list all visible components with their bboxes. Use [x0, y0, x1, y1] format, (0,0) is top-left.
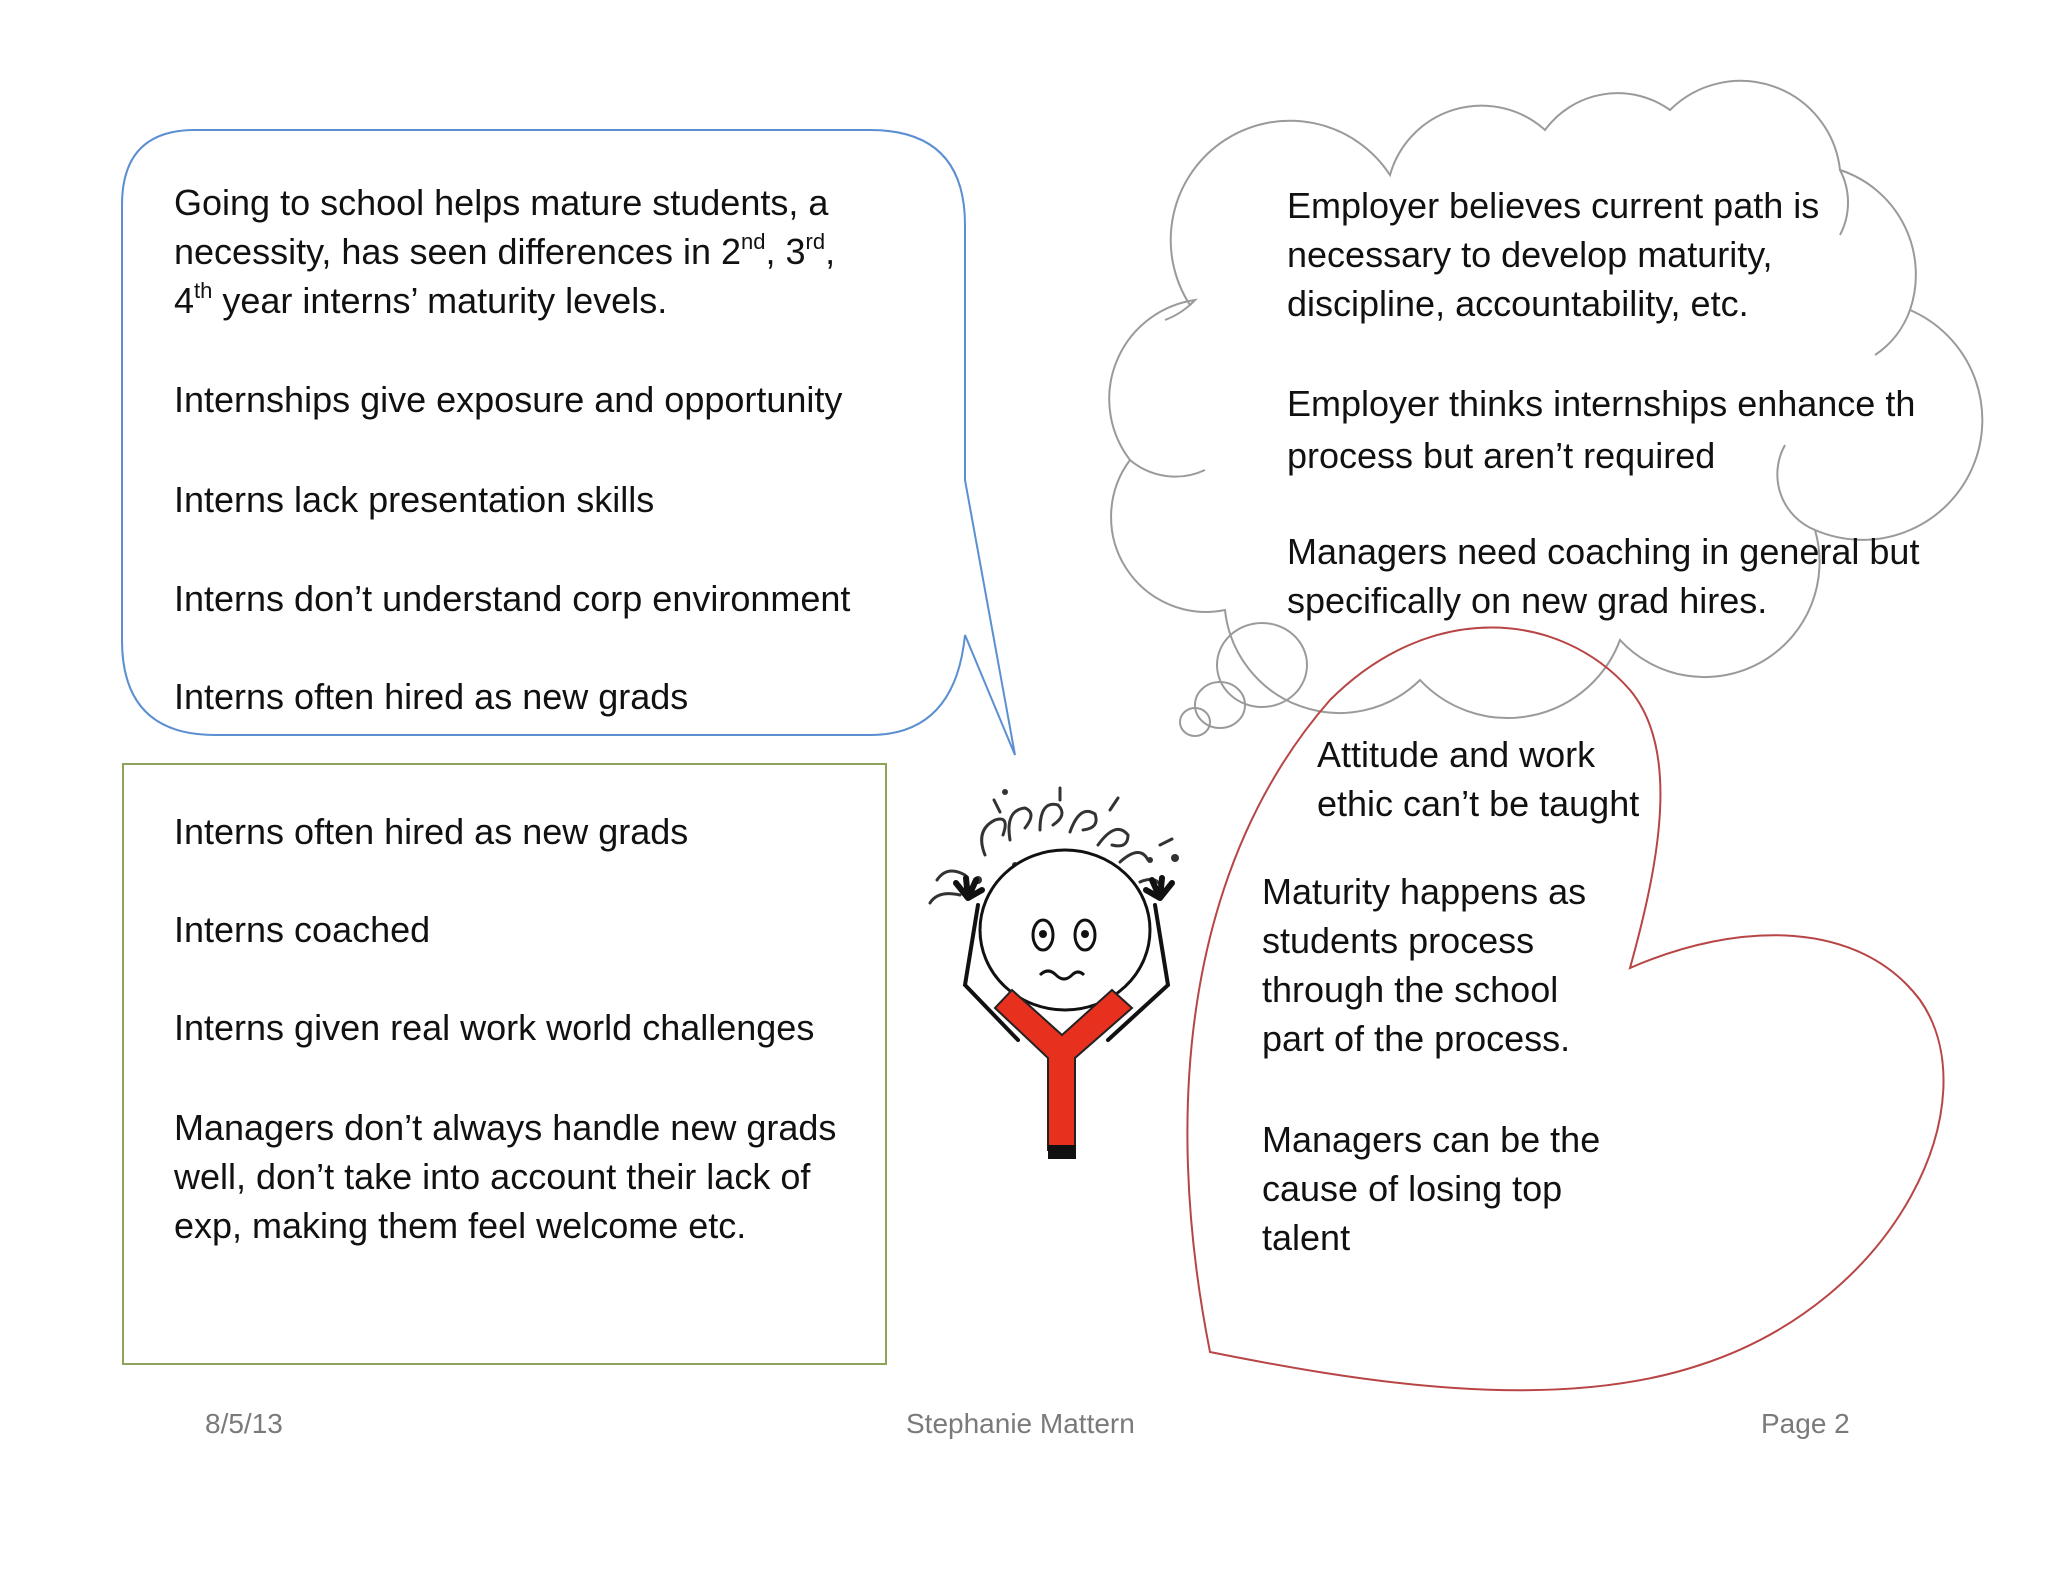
stressed-stick-figure-icon [930, 788, 1179, 1159]
heart-line: Attitude and work [1317, 734, 1596, 775]
speech-bubble-line1: Going to school helps mature students, a [174, 182, 829, 223]
heart-paragraph-3 [1262, 1115, 1600, 1262]
speech-bubble-text [174, 178, 835, 325]
cloud-line: discipline, accountability, etc. [1287, 283, 1749, 324]
heart-line: Maturity happens as [1262, 871, 1587, 912]
speech-bubble-line [174, 178, 835, 227]
speech-bubble-line2b: , 3 [765, 231, 806, 272]
heart-line: through the school [1262, 969, 1559, 1010]
cloud-paragraph-2 [1287, 378, 1957, 482]
cloud-line: Managers need coaching in general but [1287, 531, 1920, 572]
rectangle-item-4-line: exp, making them feel welcome etc. [174, 1205, 747, 1246]
heart-line: students process [1262, 920, 1535, 961]
heart-line: part of the process. [1262, 1018, 1571, 1059]
footer-date: 8/5/13 [205, 1408, 283, 1439]
rectangle-item-1: Interns often hired as new grads [174, 811, 689, 852]
speech-bubble-item-3: Interns lack presentation skills [174, 479, 655, 520]
heart-line: Managers can be the [1262, 1119, 1601, 1160]
rectangle-item-4 [174, 1103, 836, 1250]
heart-line: ethic can’t be taught [1317, 783, 1640, 824]
speech-bubble-item-5: Interns often hired as new grads [174, 676, 689, 717]
speech-bubble-line [174, 276, 835, 325]
rectangle-item-2: Interns coached [174, 909, 431, 950]
superscript-rd: rd [805, 229, 826, 254]
speech-bubble-line [174, 227, 835, 276]
speech-bubble-line3a: 4 [174, 280, 195, 321]
cloud-line: necessary to develop maturity, [1287, 234, 1773, 275]
superscript-th: th [194, 278, 213, 303]
speech-bubble-item-2: Internships give exposure and opportunity [174, 379, 843, 420]
rectangle-item-4-line: Managers don’t always handle new grads [174, 1107, 837, 1148]
heart-line: talent [1262, 1217, 1351, 1258]
heart-line: cause of losing top [1262, 1168, 1563, 1209]
cloud-line: Employer thinks internships enhance th [1287, 383, 1916, 424]
cloud-line: specifically on new grad hires. [1287, 580, 1768, 621]
rectangle-item-3: Interns given real work world challenges [174, 1007, 815, 1048]
superscript-nd: nd [741, 229, 766, 254]
footer-author: Stephanie Mattern [906, 1408, 1135, 1439]
heart-paragraph-2 [1262, 867, 1586, 1063]
speech-bubble-line3b: year interns’ maturity levels. [212, 280, 668, 321]
cloud-line: Employer believes current path is [1287, 185, 1820, 226]
speech-bubble-line2c: , [825, 231, 836, 272]
cloud-paragraph-1 [1287, 181, 1819, 328]
rectangle-item-4-line: well, don’t take into account their lack of [174, 1156, 811, 1197]
speech-bubble-item-4: Interns don’t understand corp environment [174, 578, 851, 619]
cloud-line: process but aren’t required [1287, 435, 1716, 476]
heart-paragraph-1 [1317, 730, 1639, 828]
cloud-paragraph-3 [1287, 527, 1919, 625]
speech-bubble-line2a: necessity, has seen differences in 2 [174, 231, 741, 272]
footer-page-number: Page 2 [1761, 1408, 1850, 1439]
